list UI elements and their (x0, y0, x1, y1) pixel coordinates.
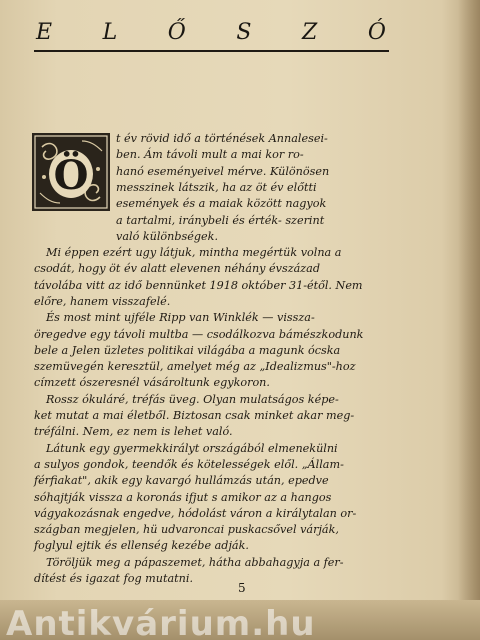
text-line: t év rövid idő a történések Annalesei- (116, 132, 328, 145)
text-line: a tartalmi, iránybeli és érték- szerint (116, 213, 325, 227)
heading-letter: L (102, 20, 118, 45)
text-line: öregedve egy távoli multba — csodálkozva bámészkodunk (34, 327, 364, 341)
text-line: tréfálni. Nem, ez nem is lehet való. (34, 425, 233, 439)
heading-letter: S (236, 20, 252, 45)
text-line: való különbségek. (116, 229, 219, 243)
text-line: messzinek látszik, ha az öt év előtti (116, 180, 317, 194)
watermark: Antikvárium.hu (6, 604, 316, 640)
text-line: vágyakozásnak engedve, hódolást váron a királytalan or- (34, 506, 357, 520)
page-edge-shadow (458, 0, 480, 640)
text-line: szágban megjelen, hü udvaroncai puskacsővel várják, (34, 523, 339, 537)
text-line: távolába vitt az idő bennünket 1918 október 31-étől. Nem (34, 278, 363, 292)
heading-letter: Z (302, 20, 318, 45)
text-line: előre, hanem visszafelé. (34, 294, 171, 308)
heading-letter: Ó (367, 20, 386, 45)
text-line: ben. Ám távoli mult a mai kor ro- (116, 148, 304, 162)
text-line: férfiakat", akik egy kavargó hullámzás után, epedve (34, 474, 329, 488)
text-line: bele a Jelen üzletes politikai világába a magunk ócska (34, 343, 341, 357)
text-line: Töröljük meg a pápaszemet, hátha abbahagyja a fer- (46, 555, 344, 569)
text-line: dítést és igazat fog mutatni. (34, 572, 194, 585)
page-number: 5 (238, 581, 246, 595)
text-line: hanó eseményeivel mérve. Különösen (116, 164, 330, 178)
text-line: események és a maiak között nagyok (116, 197, 327, 211)
text-line: címzett ószeresnél vásároltunk egykoron. (34, 376, 270, 390)
text-line: ket mutat a mai életből. Biztosan csak minket akar meg- (34, 409, 355, 422)
text-line: És most mint ujféle Ripp van Winklék — vissza- (46, 311, 315, 325)
heading-letter: E (36, 20, 53, 45)
text-line: a sulyos gondok, teendők és kötelességek elől. „Állam- (34, 457, 344, 471)
heading-letter: Ő (167, 20, 186, 45)
text-line: szemüvegén keresztül, amelyet még az „Idealizmus"-hoz (34, 360, 356, 374)
text-line: sóhajtják vissza a koronás ifjut s amikor az a hangos (34, 490, 332, 504)
chapter-heading (36, 20, 386, 45)
text-line: Rossz ókuláré, tréfás üveg. Olyan mulatságos képe- (46, 392, 339, 406)
ornamental-drop-cap (32, 133, 110, 211)
drop-cap-letter: Ö (53, 152, 89, 199)
text-line: csodát, hogy öt év alatt elevenen néhány évszázad (34, 262, 321, 276)
text-line: Mi éppen ezért ugy látjuk, mintha megértük volna a (46, 246, 342, 259)
heading-rule (34, 50, 389, 52)
text-line: foglyul ejtik és ellenség kezébe adják. (34, 539, 249, 553)
text-line: Látunk egy gyermekkirályt országából elmenekülni (46, 441, 338, 455)
